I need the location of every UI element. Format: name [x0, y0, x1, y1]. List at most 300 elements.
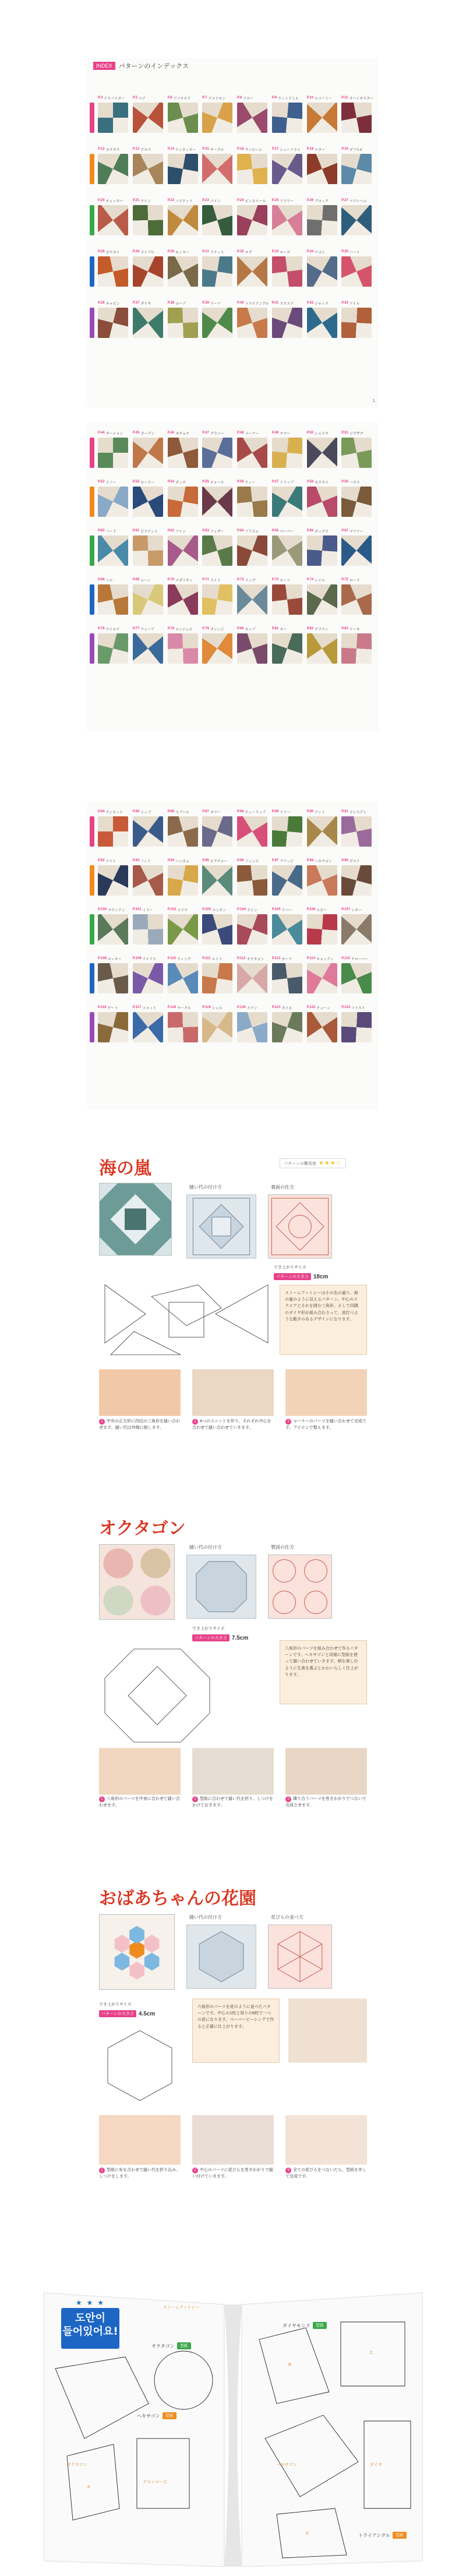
pattern-swatch: [133, 103, 163, 133]
pattern-thumbnail[interactable]: [98, 428, 130, 477]
pattern-page-number: P.76: [98, 627, 105, 630]
pattern-name: ダイヤ: [140, 302, 151, 306]
pattern-thumbnail[interactable]: [202, 1003, 235, 1052]
pattern-thumbnail[interactable]: [237, 298, 270, 350]
pattern-label: [307, 624, 340, 633]
difficulty-stars: ★★★☆: [318, 1160, 342, 1167]
pattern-label: [237, 807, 270, 816]
pattern-thumbnail[interactable]: [237, 807, 270, 856]
pattern-name: フラワー: [280, 199, 294, 203]
template-diagram-icon: [99, 1643, 216, 1748]
pattern-thumbnail[interactable]: [341, 145, 374, 196]
size-tag: [99, 2001, 131, 2007]
pattern-swatch: [341, 963, 372, 993]
index-color-strip: [90, 963, 94, 993]
pattern-thumbnail[interactable]: [341, 196, 374, 247]
pattern-thumbnail[interactable]: [341, 526, 374, 575]
pattern-swatch: [237, 103, 267, 133]
pattern-swatch: [133, 633, 163, 664]
pattern-swatch: [272, 865, 302, 896]
pattern-thumbnail[interactable]: [341, 905, 374, 954]
pattern-swatch: [168, 865, 198, 896]
pattern-thumbnail[interactable]: [133, 1003, 165, 1052]
pattern-page-number: P.100: [98, 908, 107, 911]
pattern-thumbnail[interactable]: [168, 526, 200, 575]
pattern-label: [307, 196, 340, 205]
pattern-name: マリナー: [349, 530, 363, 534]
pattern-thumbnail[interactable]: [272, 247, 305, 298]
pattern-thumbnail[interactable]: [98, 477, 130, 526]
pattern-thumbnail[interactable]: [202, 145, 235, 196]
pattern-note: 六角形のパーツを花のように並べたパターンです。中心の1枚と周りの6枚で一つの花になります。ペーパーピーシングで作ると正確に仕上がります。: [192, 1999, 280, 2063]
pattern-name: ドレスデン: [349, 810, 367, 815]
pattern-name: ダブルX: [349, 148, 362, 152]
pattern-swatch: [202, 487, 232, 517]
pattern-swatch: [307, 865, 337, 896]
pattern-swatch: [237, 816, 267, 847]
cut-diagram-icon: [187, 1195, 256, 1258]
pattern-swatch: [272, 256, 302, 287]
pattern-page-number: P.94: [167, 859, 175, 862]
pattern-thumbnail[interactable]: [272, 428, 305, 477]
pattern-name: アラバスター: [104, 97, 125, 101]
pattern-name: ケーキ: [349, 628, 360, 632]
pattern-label: [168, 575, 200, 584]
storm-block-photo: [99, 1183, 172, 1256]
pattern-thumbnail[interactable]: [272, 905, 305, 954]
template-tag-pill: 型紙: [313, 2322, 327, 2329]
pattern-thumbnail[interactable]: [133, 93, 165, 145]
pattern-label: [98, 247, 130, 256]
pattern-thumbnail[interactable]: [272, 807, 305, 856]
pattern-thumbnail[interactable]: [272, 477, 305, 526]
pattern-label: [98, 93, 130, 103]
pattern-name: アイリス: [142, 957, 156, 961]
pattern-page-number: P.56: [237, 480, 244, 484]
index-grid-1: [98, 93, 374, 350]
pattern-thumbnail[interactable]: [133, 856, 165, 905]
pattern-page-number: P.51: [341, 431, 348, 435]
pattern-name: スクエア: [280, 302, 294, 306]
pattern-thumbnail[interactable]: [202, 807, 235, 856]
pattern-thumbnail[interactable]: [133, 477, 165, 526]
pattern-swatch: [341, 816, 372, 847]
template-tag-label: トライアングル: [358, 2532, 390, 2538]
pattern-name: ブロック: [315, 199, 329, 203]
pattern-page-number: P.80: [237, 627, 244, 630]
pattern-thumbnail[interactable]: [202, 954, 235, 1003]
pattern-page-number: P.108: [98, 957, 107, 960]
pattern-label: [237, 624, 270, 633]
pattern-thumbnail[interactable]: [202, 247, 235, 298]
pattern-thumbnail[interactable]: [237, 624, 270, 673]
pattern-name: プリズム: [245, 530, 259, 534]
pattern-thumbnail[interactable]: [341, 856, 374, 905]
pattern-page-number: P.60: [98, 529, 105, 533]
pattern-thumbnail[interactable]: [341, 954, 374, 1003]
pattern-thumbnail[interactable]: [202, 298, 235, 350]
pattern-name: キー: [280, 628, 287, 632]
pattern-thumbnail[interactable]: [307, 145, 340, 196]
pattern-thumbnail[interactable]: [168, 954, 200, 1003]
pattern-name: シャドウ: [315, 432, 329, 436]
pattern-thumbnail[interactable]: [307, 247, 340, 298]
pattern-page-number: P.16: [237, 147, 244, 151]
pattern-thumbnail[interactable]: [98, 954, 130, 1003]
pattern-name: ラティス: [210, 251, 224, 255]
pattern-thumbnail[interactable]: [307, 624, 340, 673]
pattern-thumbnail[interactable]: [341, 477, 374, 526]
pattern-swatch: [202, 865, 232, 896]
pattern-label: [168, 145, 200, 154]
pattern-name: シューフライ: [280, 148, 301, 152]
pattern-page-number: P.69: [132, 578, 140, 582]
pattern-thumbnail[interactable]: [307, 1003, 340, 1052]
pattern-name: レイル: [315, 579, 325, 583]
pattern-label: [133, 196, 165, 205]
pattern-swatch: [341, 308, 372, 338]
pattern-swatch: [98, 1012, 128, 1042]
pattern-thumbnail[interactable]: [168, 247, 200, 298]
pattern-thumbnail[interactable]: [237, 526, 270, 575]
pattern-thumbnail[interactable]: [272, 196, 305, 247]
pattern-page-number: P.53: [132, 480, 140, 484]
pattern-thumbnail[interactable]: [307, 93, 340, 145]
pattern-thumbnail[interactable]: [237, 477, 270, 526]
pattern-label: [202, 145, 235, 154]
pattern-thumbnail[interactable]: [133, 954, 165, 1003]
pattern-label: [98, 428, 130, 438]
pattern-label: [272, 247, 305, 256]
pattern-thumbnail[interactable]: [272, 575, 305, 624]
pattern-thumbnail[interactable]: [98, 145, 130, 196]
pattern-page-number: P.11: [341, 96, 348, 100]
pattern-name: ナイン: [140, 199, 151, 203]
pattern-thumbnail[interactable]: [341, 298, 374, 350]
pattern-swatch: [168, 487, 198, 517]
pattern-thumbnail[interactable]: [168, 477, 200, 526]
pattern-swatch: [202, 1012, 232, 1042]
pattern-included-badge: [55, 2299, 125, 2363]
pattern-thumbnail[interactable]: [307, 526, 340, 575]
pattern-label: [98, 954, 130, 963]
pattern-thumbnail[interactable]: [202, 196, 235, 247]
finish-diagram: [268, 1555, 332, 1619]
page-number: 1: [372, 399, 375, 403]
pattern-thumbnail[interactable]: [341, 624, 374, 673]
pattern-page-number: P.59: [341, 480, 348, 484]
pattern-thumbnail[interactable]: [341, 247, 374, 298]
pattern-swatch: [272, 308, 302, 338]
hexagon-flower-icon: [100, 1915, 174, 1989]
pattern-thumbnail[interactable]: [133, 298, 165, 350]
pattern-thumbnail[interactable]: [341, 1003, 374, 1052]
pattern-thumbnail[interactable]: [237, 856, 270, 905]
template-label: ストームアットシー: [163, 2306, 200, 2310]
pattern-thumbnail[interactable]: [202, 93, 235, 145]
pattern-swatch: [237, 633, 267, 664]
pattern-page-number: P.79: [202, 627, 209, 630]
pattern-name: ペーパー: [280, 530, 294, 534]
pattern-thumbnail[interactable]: [272, 954, 305, 1003]
pattern-page-number: P.5: [132, 96, 137, 100]
pattern-thumbnail[interactable]: [307, 477, 340, 526]
pattern-thumbnail[interactable]: [98, 196, 130, 247]
pattern-thumbnail[interactable]: [272, 624, 305, 673]
difficulty-label: パターンの難易度: [284, 1161, 316, 1166]
tutorial-title: オクタゴン: [99, 1518, 186, 1539]
pattern-label: [202, 196, 235, 205]
pattern-thumbnail[interactable]: [307, 575, 340, 624]
pattern-thumbnail[interactable]: [272, 145, 305, 196]
pattern-thumbnail[interactable]: [98, 905, 130, 954]
pattern-thumbnail[interactable]: [202, 428, 235, 477]
pattern-swatch: [341, 914, 372, 945]
pattern-thumbnail[interactable]: [168, 624, 200, 673]
pattern-label: [237, 196, 270, 205]
pattern-thumbnail[interactable]: [133, 247, 165, 298]
index-color-strip: [90, 1012, 94, 1042]
pattern-thumbnail[interactable]: [133, 526, 165, 575]
pattern-thumbnail[interactable]: [98, 298, 130, 350]
pattern-name: オクタゴン: [246, 957, 264, 961]
pattern-thumbnail[interactable]: [202, 477, 235, 526]
pattern-name: コメット: [142, 1006, 157, 1010]
pattern-name: メイプル: [140, 251, 154, 255]
pattern-thumbnail[interactable]: [98, 575, 130, 624]
pattern-label: [168, 624, 200, 633]
pattern-page-number: P.23: [202, 199, 209, 202]
step-photo-3: [285, 1369, 367, 1416]
pattern-page-number: P.62: [167, 529, 175, 533]
pattern-thumbnail[interactable]: [98, 624, 130, 673]
pattern-page-number: P.29: [132, 250, 140, 253]
pattern-thumbnail[interactable]: [202, 526, 235, 575]
pattern-label: [341, 1003, 374, 1012]
pattern-page-number: P.87: [202, 810, 209, 813]
pattern-thumbnail[interactable]: [168, 93, 200, 145]
pattern-thumbnail[interactable]: [168, 905, 200, 954]
pattern-thumbnail[interactable]: [237, 93, 270, 145]
pattern-page-number: P.86: [167, 810, 175, 813]
pattern-label: [98, 905, 130, 914]
pattern-thumbnail[interactable]: [133, 624, 165, 673]
pattern-name: サークル: [177, 1006, 191, 1010]
pattern-swatch: [202, 438, 232, 468]
pattern-label: [168, 428, 200, 438]
pattern-page-number: P.72: [237, 578, 244, 582]
pattern-name: ネクタイ: [315, 481, 329, 485]
pattern-thumbnail[interactable]: [272, 526, 305, 575]
pattern-label: [272, 624, 305, 633]
pattern-thumbnail[interactable]: [168, 196, 200, 247]
pattern-thumbnail[interactable]: [168, 298, 200, 350]
pattern-swatch: [98, 154, 128, 184]
pattern-thumbnail[interactable]: [133, 905, 165, 954]
pattern-label: [98, 856, 130, 865]
pattern-page-number: P.109: [132, 957, 142, 960]
pattern-swatch: [98, 963, 128, 993]
pattern-label: [272, 428, 305, 438]
pattern-name: マウンテン: [107, 908, 125, 912]
pattern-thumbnail[interactable]: [237, 196, 270, 247]
pattern-thumbnail[interactable]: [237, 575, 270, 624]
pattern-name: ツイスト: [351, 1006, 365, 1010]
pattern-thumbnail[interactable]: [168, 575, 200, 624]
pattern-label: [168, 807, 200, 816]
pattern-swatch: [202, 154, 232, 184]
pattern-thumbnail[interactable]: [307, 196, 340, 247]
step-photo-1: [99, 1369, 181, 1416]
pattern-thumbnail[interactable]: [202, 856, 235, 905]
finish-label: 製図の仕方: [271, 1545, 294, 1550]
pattern-label: [237, 145, 270, 154]
pattern-thumbnail[interactable]: [98, 807, 130, 856]
pattern-name: オーシャン: [105, 432, 123, 436]
pattern-thumbnail[interactable]: [237, 905, 270, 954]
pattern-thumbnail[interactable]: [272, 1003, 305, 1052]
pattern-name: ワイルド: [105, 628, 120, 632]
pattern-thumbnail[interactable]: [168, 145, 200, 196]
pattern-thumbnail[interactable]: [98, 526, 130, 575]
pattern-thumbnail[interactable]: [133, 807, 165, 856]
pattern-swatch: [98, 308, 128, 338]
pattern-thumbnail[interactable]: [272, 856, 305, 905]
template-tag-2: [137, 2412, 176, 2419]
pattern-thumbnail[interactable]: [98, 856, 130, 905]
pattern-thumbnail[interactable]: [202, 905, 235, 954]
index-page-1: [87, 58, 379, 408]
pattern-swatch: [307, 308, 337, 338]
size-pill: パターンの大きさ: [99, 2010, 136, 2017]
pattern-label: [133, 526, 165, 535]
pattern-label: [168, 526, 200, 535]
step-photo-1: [99, 1748, 181, 1795]
pattern-name: メダリオン: [175, 579, 193, 583]
pattern-name: サマー: [280, 432, 291, 436]
pattern-page-number: P.114: [306, 957, 316, 960]
pattern-label: [168, 856, 200, 865]
pattern-page-number: P.50: [306, 431, 314, 435]
pattern-name: ロッキー: [107, 957, 122, 961]
size-pill-row: [192, 1634, 248, 1641]
pattern-swatch: [272, 154, 302, 184]
pattern-thumbnail[interactable]: [133, 575, 165, 624]
index-grid-3: [98, 807, 374, 1052]
pattern-page-number: P.89: [271, 810, 279, 813]
pattern-page-number: P.88: [237, 810, 244, 813]
pattern-name: カクタス: [105, 148, 120, 152]
pattern-label: [272, 575, 305, 584]
template-label: A: [87, 2485, 90, 2489]
pattern-page-number: P.40: [237, 301, 244, 305]
finish-diagram-icon: [269, 1555, 331, 1618]
pattern-thumbnail[interactable]: [272, 298, 305, 350]
template-label: ヘキサゴン: [277, 2463, 297, 2467]
pattern-label: [341, 575, 374, 584]
pattern-thumbnail[interactable]: [202, 575, 235, 624]
index-header: [87, 58, 379, 73]
pattern-thumbnail[interactable]: [237, 145, 270, 196]
pattern-thumbnail[interactable]: [237, 428, 270, 477]
pattern-thumbnail[interactable]: [307, 905, 340, 954]
template-tag-4: [358, 2532, 407, 2539]
pattern-label: [272, 298, 305, 308]
pattern-thumbnail[interactable]: [168, 807, 200, 856]
pattern-thumbnail[interactable]: [168, 856, 200, 905]
pattern-name: ライン: [246, 908, 257, 912]
pattern-thumbnail[interactable]: [202, 624, 235, 673]
pattern-thumbnail[interactable]: [168, 1003, 200, 1052]
pattern-label: [272, 856, 305, 865]
index-color-strip: [90, 308, 94, 338]
pattern-page-number: P.70: [167, 578, 175, 582]
pattern-thumbnail[interactable]: [133, 428, 165, 477]
cut-label: 縫い代の付け方: [189, 1185, 222, 1190]
pattern-thumbnail[interactable]: [307, 954, 340, 1003]
pattern-thumbnail[interactable]: [307, 428, 340, 477]
pattern-page-number: P.90: [306, 810, 314, 813]
pattern-swatch: [272, 487, 302, 517]
pattern-page-number: P.25: [271, 199, 279, 202]
pattern-thumbnail[interactable]: [341, 428, 374, 477]
pattern-swatch: [272, 1012, 302, 1042]
pattern-label: [202, 93, 235, 103]
pattern-label: [168, 905, 200, 914]
pattern-page-number: P.91: [341, 810, 348, 813]
pattern-name: カード: [281, 957, 292, 961]
pattern-thumbnail[interactable]: [237, 954, 270, 1003]
pattern-name: アパラチア: [173, 97, 191, 101]
pattern-thumbnail[interactable]: [341, 575, 374, 624]
pattern-swatch: [272, 535, 302, 566]
pattern-thumbnail[interactable]: [307, 856, 340, 905]
pattern-thumbnail[interactable]: [307, 807, 340, 856]
pattern-thumbnail[interactable]: [168, 428, 200, 477]
pattern-swatch: [168, 103, 198, 133]
pattern-page-number: P.81: [271, 627, 279, 630]
pattern-name: ヘキサゴン: [315, 859, 332, 864]
pattern-page-number: P.9: [271, 96, 277, 100]
pattern-thumbnail[interactable]: [272, 93, 305, 145]
pattern-thumbnail[interactable]: [237, 247, 270, 298]
index-grid-2: [98, 428, 374, 673]
pattern-thumbnail[interactable]: [237, 1003, 270, 1052]
pattern-thumbnail[interactable]: [98, 1003, 130, 1052]
pattern-note: 八角形のパーツを組み合わせて作るパターンです。ヘキサゴンと同様に型紙を使って縫い合わせていきます。柄を楽しむように生地を選ぶとかわいらしく仕上がります。: [280, 1640, 367, 1704]
pattern-swatch: [307, 256, 337, 287]
pattern-label: [272, 93, 305, 103]
pattern-swatch: [272, 103, 302, 133]
pattern-thumbnail[interactable]: [133, 196, 165, 247]
pattern-label: [202, 856, 235, 865]
pattern-thumbnail[interactable]: [307, 298, 340, 350]
pattern-swatch: [133, 963, 163, 993]
pattern-swatch: [237, 584, 267, 615]
pattern-name: チェーン: [316, 1006, 331, 1010]
pattern-label: [202, 298, 235, 308]
pattern-thumbnail[interactable]: [98, 93, 130, 145]
step-photo-2: [192, 1748, 274, 1795]
pattern-page-number: P.19: [341, 147, 348, 151]
pattern-thumbnail[interactable]: [98, 247, 130, 298]
pattern-label: [307, 477, 340, 487]
pattern-thumbnail[interactable]: [341, 93, 374, 145]
pattern-thumbnail[interactable]: [341, 807, 374, 856]
pattern-label: [237, 575, 270, 584]
pattern-thumbnail[interactable]: [133, 145, 165, 196]
pattern-name: レター: [351, 908, 362, 912]
